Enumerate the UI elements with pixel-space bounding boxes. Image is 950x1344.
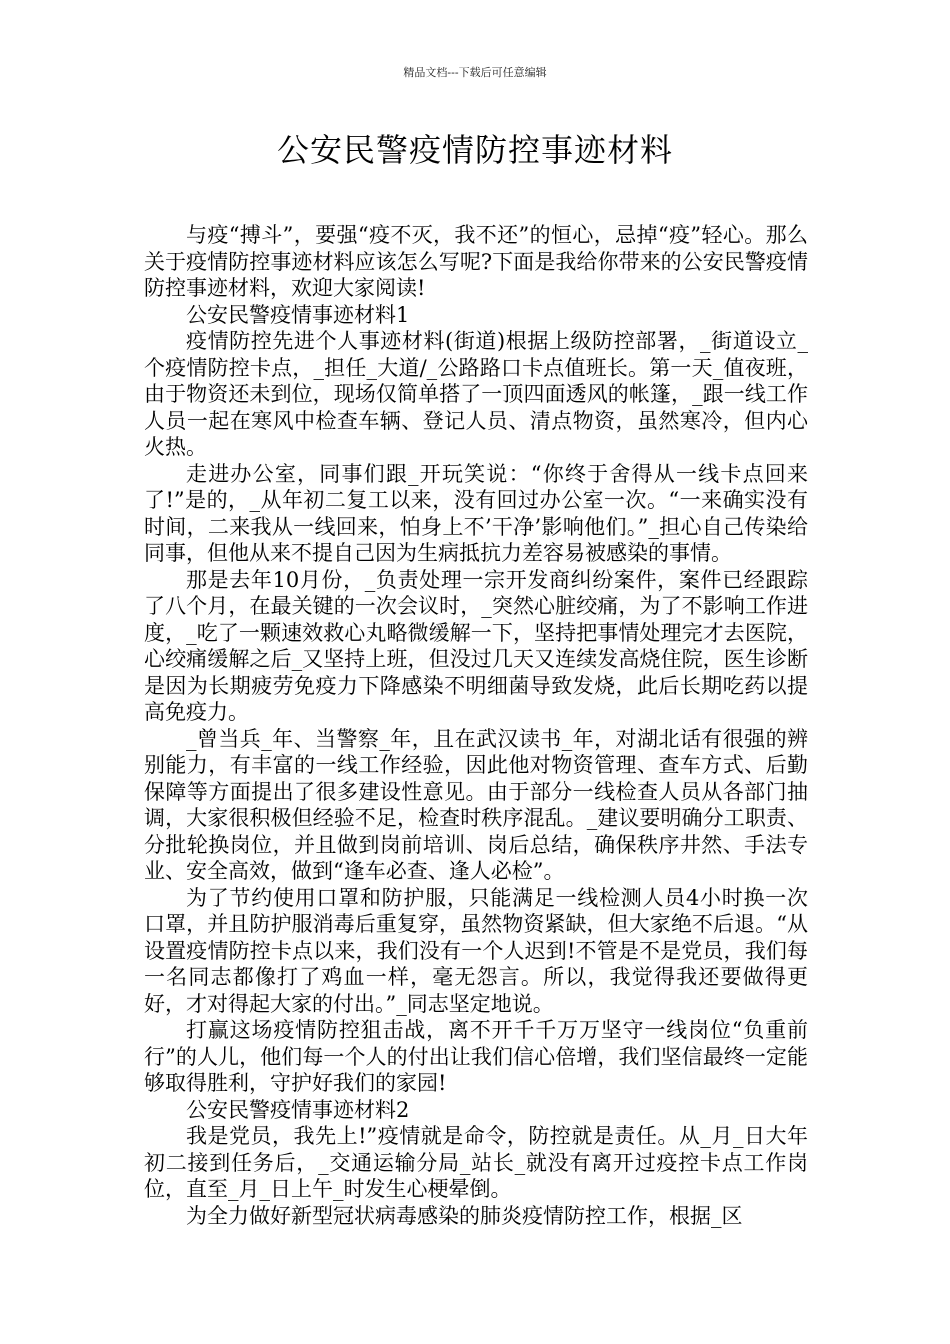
- header-note: 精品文档---下载后可任意编辑: [403, 66, 547, 79]
- paragraph-7: 我是党员，我先上!”疫情就是命令，防控就是责任。从_月_日大年初二接到任务后，_交通运输分局_站长_就没有离开过疫控卡点工作岗位，直至_月_日上午_时发生心梗晕倒。: [144, 1124, 808, 1201]
- paragraph-3: 那是去年10月份，_负责处理一宗开发商纠纷案件，案件已经跟踪了八个月，在最关键的一次会议时，_突然心脏绞痛，为了不影响工作进度，_吃了一颗速效救心丸略微缓解一下，坚持把事情处理完才去医院，心绞痛缓解之后_又坚持上班，但没过几天又连续发高烧住院，医生诊断是因为长期疲劳免疫力下降感染不明细菌导致发烧，此后长期吃药以提高免疫力。: [144, 567, 808, 724]
- paragraph-8: 为全力做好新型冠状病毒感染的肺炎疫情防控工作，根据_区: [186, 1203, 743, 1228]
- paragraph-4: _曾当兵_年、当警察_年，且在武汉读书_年，对湖北话有很强的辨别能力，有丰富的一线工作经验，因此他对物资管理、查车方式、后勤保障等方面提出了很多建设性意见。由于部分一线检查人员从各部门抽调，大家很积极但经验不足，检查时秩序混乱。_建议要明确分工职责、分批轮换岗位，并且做到岗前培训、岗后总结，确保秩序井然、手法专业、安全高效，做到“逢车必查、逢人必检”。: [144, 726, 808, 883]
- paragraph-5: 为了节约使用口罩和防护服，只能满足一线检测人员4小时换一次口罩，并且防护服消毒后重复穿，虽然物资紧缺，但大家绝不后退。“从设置疫情防控卡点以来，我们没有一个人迟到!不管是不是党员，我们每一名同志都像打了鸡血一样，毫无怨言。所以，我觉得我还要做得更好，才对得起大家的付出。”_同志坚定地说。: [144, 885, 808, 1016]
- paragraph-2: 走进办公室，同事们跟_开玩笑说：“你终于舍得从一线卡点回来了!”是的，_从年初二复工以来，没有回过办公室一次。“一来确实没有时间，二来我从一线回来，怕身上不’干净’影响他们。”_担心自己传染给同事，但他从来不提自己因为生病抵抗力差容易被感染的事情。: [144, 461, 808, 565]
- document-title: 公安民警疫情防控事迹材料: [276, 131, 673, 169]
- paragraph-6: 打赢这场疫情防控狙击战，离不开千千万万坚守一线岗位“负重前行”的人儿，他们每一个人的付出让我们信心倍增，我们坚信最终一定能够取得胜利，守护好我们的家园!: [144, 1018, 808, 1095]
- paragraph-intro: 与疫“搏斗”，要强“疫不灭，我不还”的恒心，忌掉“疫”轻心。那么关于疫情防控事迹材料应该怎么写呢?下面是我给你带来的公安民警疫情防控事迹材料，欢迎大家阅读!: [144, 223, 808, 300]
- section-heading-2: 公安民警疫情事迹材料2: [186, 1097, 410, 1122]
- document-body: [144, 222, 808, 1229]
- paragraph-1: 疫情防控先进个人事迹材料(街道)根据上级防控部署，_街道设立_个疫情防控卡点，_担任_大道/_公路路口卡点值班长。第一天_值夜班，由于物资还未到位，现场仅简单搭了一顶四面透风的帐篷，_跟一线工作人员一起在寒风中检查车辆、登记人员、清点物资，虽然寒冷，但内心火热。: [144, 329, 808, 459]
- section-heading-1: 公安民警疫情事迹材料1: [186, 302, 410, 327]
